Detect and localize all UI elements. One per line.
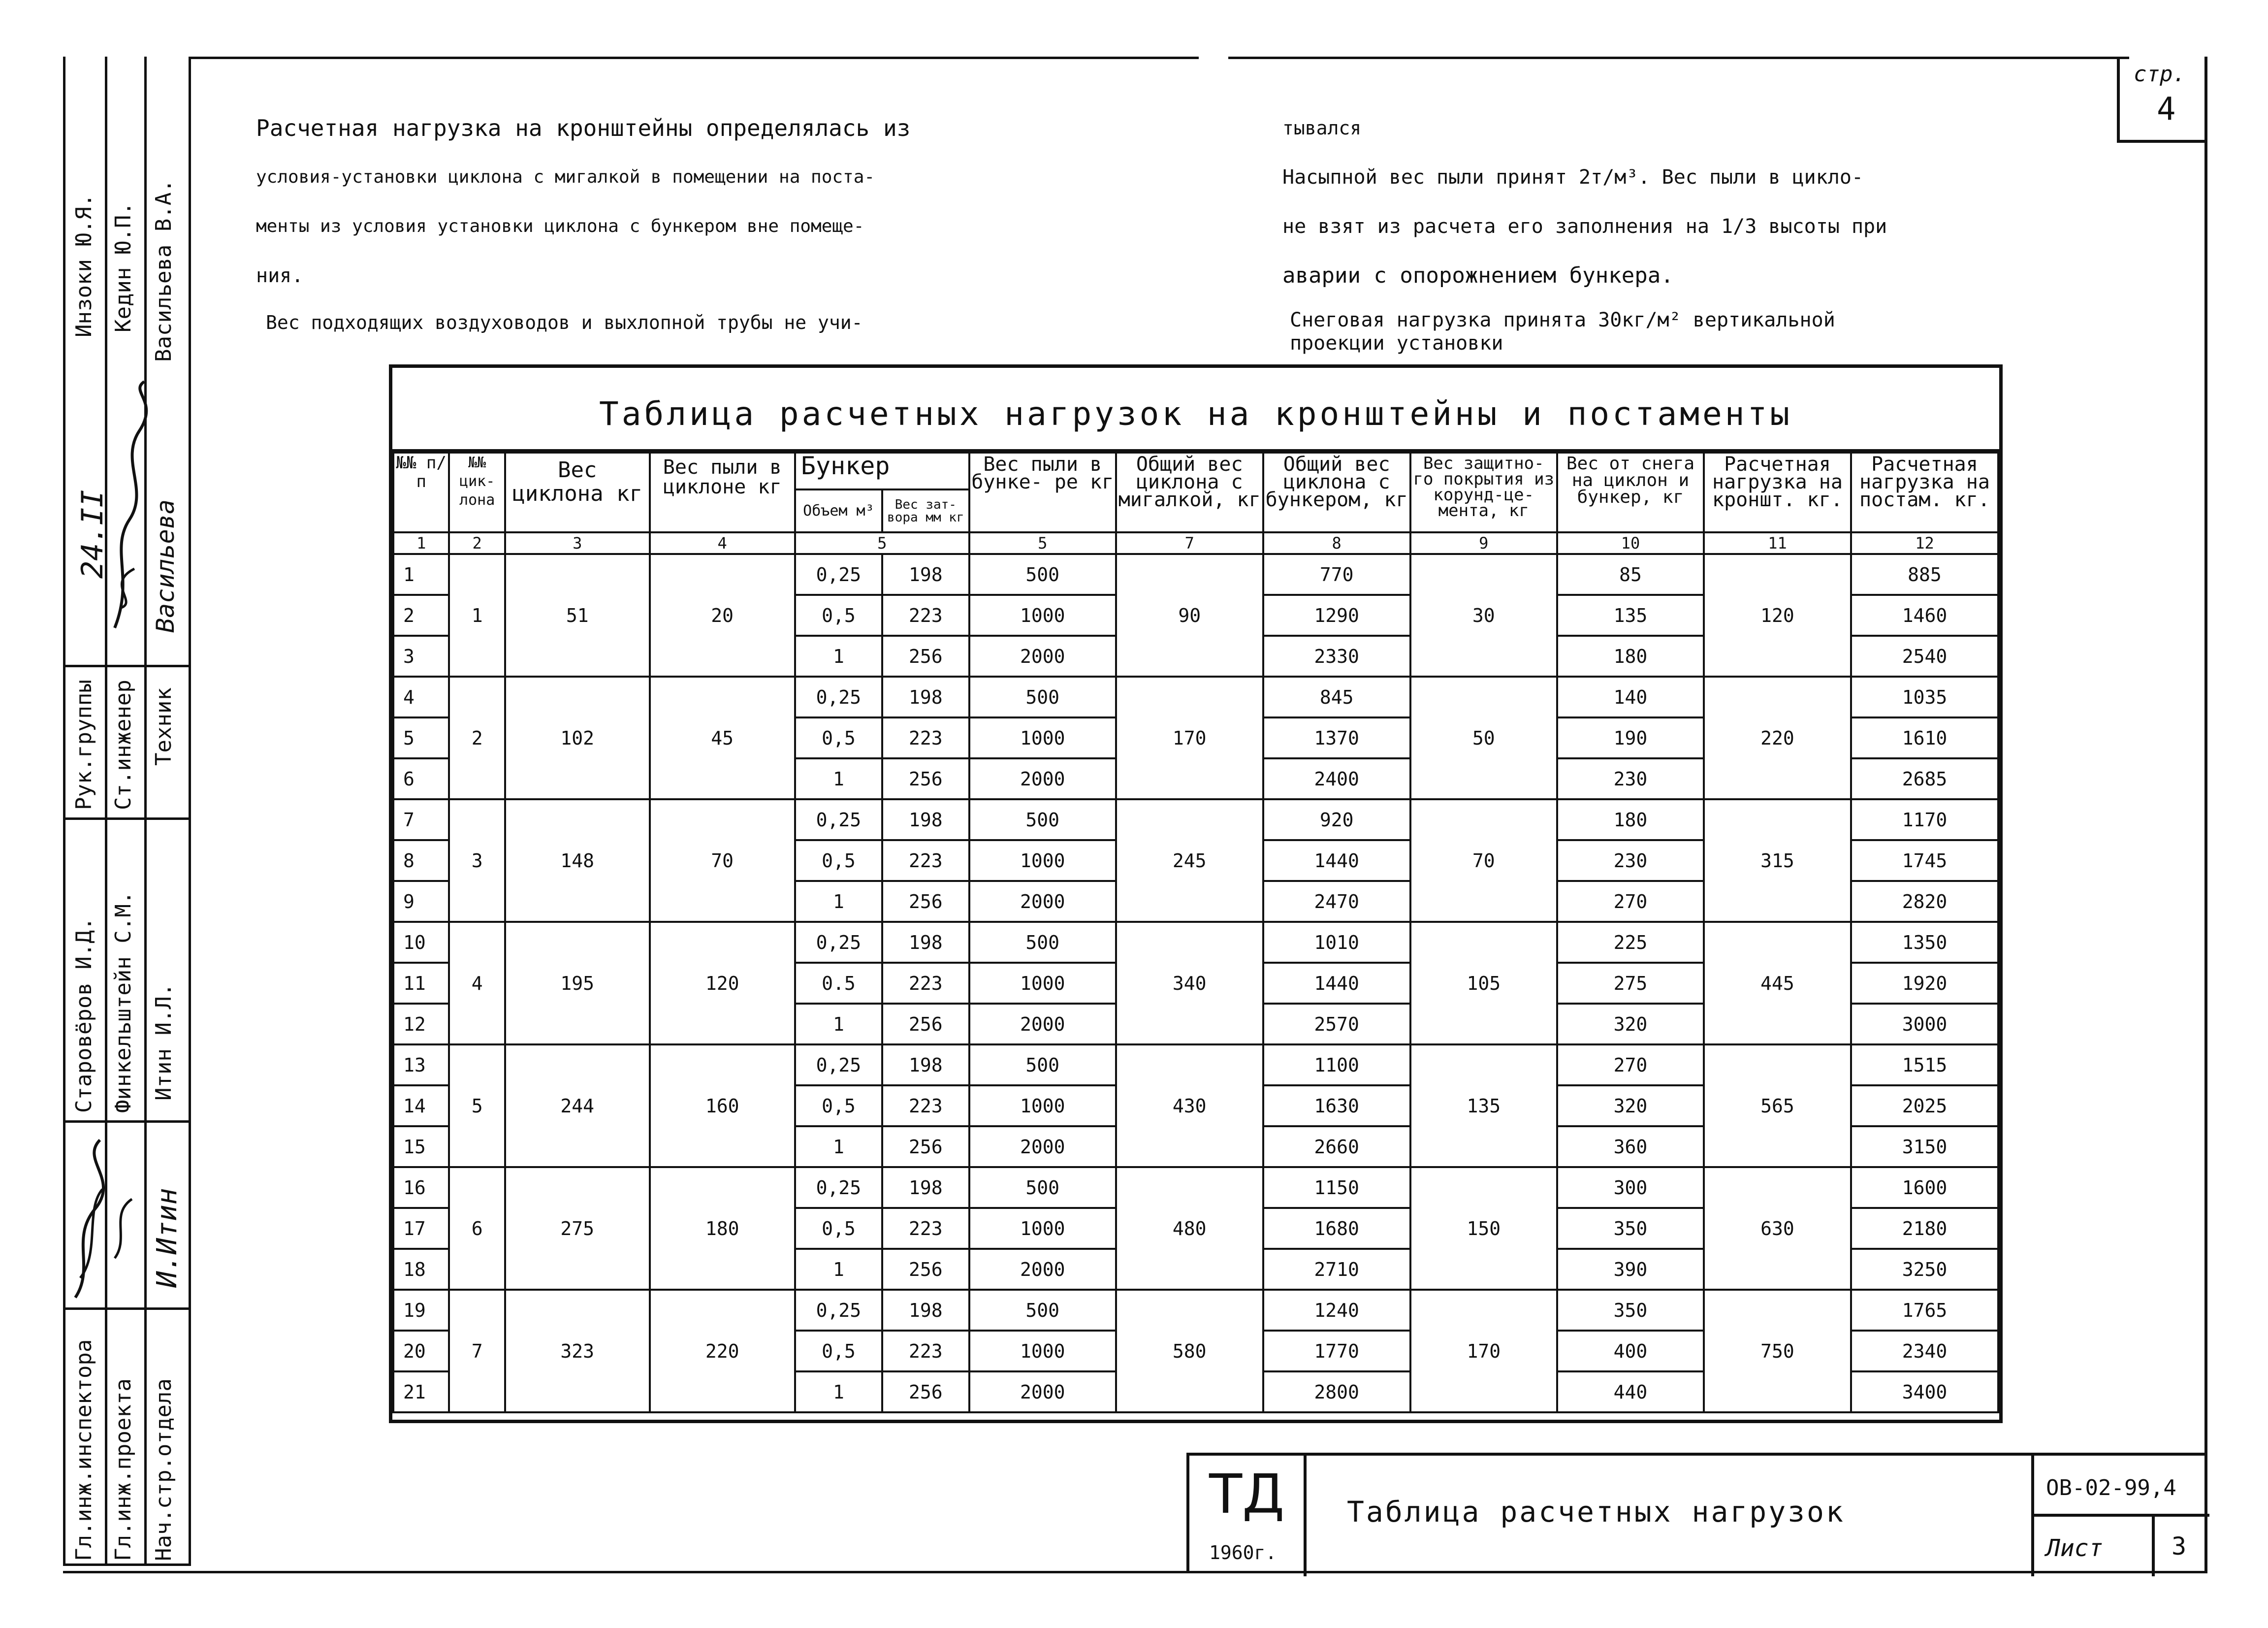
stamp-name-2b: Кедин Ю.П. — [111, 202, 136, 332]
table-cell-group: 120 — [1704, 554, 1851, 677]
column-number: 1 — [393, 532, 449, 554]
table-cell: 2180 — [1851, 1208, 1998, 1249]
table-cell: 1 — [795, 1004, 882, 1044]
column-number: 11 — [1704, 532, 1851, 554]
table-cell: 320 — [1557, 1004, 1704, 1044]
table-cell-group: 2 — [449, 677, 505, 799]
table-cell-group: 20 — [650, 554, 795, 677]
title-block-title: Таблица расчетных нагрузок — [1347, 1495, 1845, 1529]
stamp-role-3: Нач.стр.отдела — [151, 1378, 176, 1561]
table-cell: 1240 — [1263, 1290, 1410, 1331]
table-cell-group: 340 — [1116, 922, 1263, 1044]
table-cell: 1000 — [969, 717, 1116, 758]
table-cell-group: 150 — [1410, 1167, 1557, 1290]
column-number: 3 — [505, 532, 650, 554]
note-right-1: тывался — [1282, 117, 1362, 139]
table-cell: 0.5 — [795, 963, 882, 1004]
table-cell: 400 — [1557, 1331, 1704, 1371]
table-cell: 223 — [882, 840, 969, 881]
table-cell: 85 — [1557, 554, 1704, 595]
th-cyclone-no: №№ цик- лона — [449, 453, 505, 532]
table-cell: 500 — [969, 799, 1116, 840]
table-cell-group: 135 — [1410, 1044, 1557, 1167]
table-cell-group: 1 — [449, 554, 505, 677]
table-cell: 2820 — [1851, 881, 1998, 922]
table-cell: 230 — [1557, 840, 1704, 881]
table-cell: 0,5 — [795, 717, 882, 758]
table-cell: 2330 — [1263, 636, 1410, 677]
table-cell: 18 — [393, 1249, 449, 1290]
page-corner-label: стр. — [2134, 62, 2186, 87]
table-cell: 270 — [1557, 1044, 1704, 1085]
table-cell: 16 — [393, 1167, 449, 1208]
table-cell-group: 245 — [1116, 799, 1263, 922]
table-row — [393, 922, 1998, 963]
table-cell: 0,25 — [795, 799, 882, 840]
title-block-div-3 — [2031, 1514, 2209, 1517]
table-cell-group: 160 — [650, 1044, 795, 1167]
table-cell: 198 — [882, 799, 969, 840]
table-cell-group: 105 — [1410, 922, 1557, 1044]
note-right-2: Насыпной вес пыли принят 2т/м³. Вес пыли в цикло- — [1282, 166, 1864, 189]
column-number: 7 — [1116, 532, 1263, 554]
table-cell: 2000 — [969, 636, 1116, 677]
table-cell-group: 7 — [449, 1290, 505, 1412]
note-right-6: проекции установки — [1290, 332, 1503, 355]
table-cell: 13 — [393, 1044, 449, 1085]
table-cell: 500 — [969, 1044, 1116, 1085]
table-cell: 1170 — [1851, 799, 1998, 840]
column-number: 4 — [650, 532, 795, 554]
table-cell: 1680 — [1263, 1208, 1410, 1249]
table-row — [393, 554, 1998, 595]
table-row — [393, 1290, 1998, 1331]
table-cell: 1765 — [1851, 1290, 1998, 1331]
table-cell-group: 180 — [650, 1167, 795, 1290]
table-row — [393, 799, 1998, 840]
table-cell: 500 — [969, 922, 1116, 963]
signature-scribble-2 — [65, 1130, 189, 1307]
stamp-name-2a: Финкельштейн С.М. — [111, 891, 136, 1113]
stamp-name-1a: Старовёров И.Д. — [71, 917, 96, 1113]
table-cell: 845 — [1263, 677, 1410, 717]
th-cyclone-weight: Вес циклона кг — [505, 453, 650, 532]
table-cell-group: 148 — [505, 799, 650, 922]
table-cell: 1920 — [1851, 963, 1998, 1004]
stamp-name-3a: Итин И.Л. — [151, 983, 176, 1101]
table-cell: 2400 — [1263, 758, 1410, 799]
th-hopper: Бункер — [795, 453, 969, 489]
table-cell-group: 45 — [650, 677, 795, 799]
table-cell: 223 — [882, 717, 969, 758]
table-cell: 198 — [882, 677, 969, 717]
table-cell-group: 51 — [505, 554, 650, 677]
approval-stamp — [63, 57, 191, 1566]
note-right-5: Снеговая нагрузка принята 30кг/м² вертикальной — [1290, 309, 1835, 331]
table-cell: 390 — [1557, 1249, 1704, 1290]
table-cell: 198 — [882, 922, 969, 963]
table-cell: 0,5 — [795, 1085, 882, 1126]
table-cell: 1150 — [1263, 1167, 1410, 1208]
table-cell: 6 — [393, 758, 449, 799]
table-cell: 2540 — [1851, 636, 1998, 677]
loads-table — [389, 364, 2003, 1423]
table-cell-group: 630 — [1704, 1167, 1851, 1290]
sheet-number: 3 — [2172, 1532, 2187, 1561]
stamp-role-1b: Рук.группы — [71, 680, 96, 810]
table-cell: 15 — [393, 1126, 449, 1167]
table-cell: 1770 — [1263, 1331, 1410, 1371]
table-cell: 1035 — [1851, 677, 1998, 717]
table-cell: 3000 — [1851, 1004, 1998, 1044]
table-cell: 1290 — [1263, 595, 1410, 636]
table-cell: 1610 — [1851, 717, 1998, 758]
table-cell: 20 — [393, 1331, 449, 1371]
table-cell: 1000 — [969, 963, 1116, 1004]
table-cell: 1 — [795, 758, 882, 799]
th-pedestal-load: Расчетная нагрузка на постам. кг. — [1851, 453, 1998, 532]
title-block-div-4 — [2152, 1514, 2155, 1576]
table-cell: 223 — [882, 963, 969, 1004]
th-snow-weight: Вес от снега на циклон и бункер, кг — [1557, 453, 1704, 532]
signature-1-text: 24.II — [75, 489, 110, 579]
table-cell: 270 — [1557, 881, 1704, 922]
table-row — [393, 1167, 1998, 1208]
table-cell: 1 — [795, 1249, 882, 1290]
table-cell: 1370 — [1263, 717, 1410, 758]
title-block — [1186, 1453, 2206, 1573]
table-cell: 275 — [1557, 963, 1704, 1004]
note-left-2: условия-установки циклона с мигалкой в помещении на поста- — [256, 167, 875, 187]
table-cell: 350 — [1557, 1208, 1704, 1249]
table-cell: 180 — [1557, 636, 1704, 677]
table-cell-group: 244 — [505, 1044, 650, 1167]
stamp-role-2: Гл.инж.проекта — [111, 1378, 136, 1561]
table-cell-group: 275 — [505, 1167, 650, 1290]
table-cell: 225 — [1557, 922, 1704, 963]
column-number: 8 — [1263, 532, 1410, 554]
signature-scribble-1 — [65, 372, 189, 648]
title-code: ОВ-02-99,4 — [2046, 1475, 2176, 1500]
table-cell: 0,25 — [795, 677, 882, 717]
stamp-role-2b: Ст.инженер — [111, 680, 136, 810]
table-cell-group: 480 — [1116, 1167, 1263, 1290]
table-cell: 2470 — [1263, 881, 1410, 922]
loads-table-grid — [392, 452, 1999, 1413]
table-cell: 885 — [1851, 554, 1998, 595]
table-cell: 360 — [1557, 1126, 1704, 1167]
page-corner-number: 4 — [2157, 91, 2176, 128]
table-cell: 770 — [1263, 554, 1410, 595]
table-cell: 198 — [882, 1290, 969, 1331]
th-coating-weight: Вес защитно- го покрытия из корунд-це- мента, кг — [1410, 453, 1557, 532]
table-cell: 10 — [393, 922, 449, 963]
table-cell: 1440 — [1263, 963, 1410, 1004]
table-cell: 135 — [1557, 595, 1704, 636]
table-cell: 256 — [882, 758, 969, 799]
table-cell-group: 30 — [1410, 554, 1557, 677]
signature-3-text: Васильева — [151, 499, 180, 633]
table-cell: 1000 — [969, 1331, 1116, 1371]
table-cell: 1 — [795, 636, 882, 677]
table-cell: 500 — [969, 554, 1116, 595]
table-cell: 1630 — [1263, 1085, 1410, 1126]
note-right-3: не взят из расчета его заполнения на 1/3 высоты при — [1282, 215, 1887, 238]
table-cell: 256 — [882, 1126, 969, 1167]
table-row — [393, 677, 1998, 717]
table-cell: 256 — [882, 1371, 969, 1412]
sheet-label: Лист — [2046, 1534, 2103, 1562]
table-cell: 1745 — [1851, 840, 1998, 881]
table-cell-group: 70 — [1410, 799, 1557, 922]
table-cell: 198 — [882, 554, 969, 595]
table-cell-group: 6 — [449, 1167, 505, 1290]
stamp-role-1: Гл.инж.инспектора — [71, 1339, 96, 1561]
td-logo: ТД — [1209, 1463, 1285, 1526]
table-cell: 1515 — [1851, 1044, 1998, 1085]
table-cell: 1000 — [969, 595, 1116, 636]
table-cell: 2340 — [1851, 1331, 1998, 1371]
table-cell: 21 — [393, 1371, 449, 1412]
table-cell: 198 — [882, 1167, 969, 1208]
table-cell: 1000 — [969, 1208, 1116, 1249]
table-cell: 1010 — [1263, 922, 1410, 963]
table-cell: 0,5 — [795, 1208, 882, 1249]
table-cell: 500 — [969, 677, 1116, 717]
table-cell: 0,25 — [795, 1290, 882, 1331]
th-total-with-gate: Общий вес циклона с мигалкой, кг — [1116, 453, 1263, 532]
table-cell-group: 120 — [650, 922, 795, 1044]
table-cell: 223 — [882, 1331, 969, 1371]
table-cell-group: 195 — [505, 922, 650, 1044]
table-cell: 2 — [393, 595, 449, 636]
table-cell: 1440 — [1263, 840, 1410, 881]
table-cell: 223 — [882, 1208, 969, 1249]
table-cell: 180 — [1557, 799, 1704, 840]
right-frame — [2204, 57, 2207, 1573]
table-cell: 223 — [882, 1085, 969, 1126]
table-cell-group: 5 — [449, 1044, 505, 1167]
table-cell: 0,25 — [795, 922, 882, 963]
table-cell: 920 — [1263, 799, 1410, 840]
column-number: 9 — [1410, 532, 1557, 554]
table-cell: 223 — [882, 595, 969, 636]
th-total-with-hopper: Общий вес циклона с бункером, кг — [1263, 453, 1410, 532]
table-cell: 14 — [393, 1085, 449, 1126]
table-cell: 2685 — [1851, 758, 1998, 799]
table-cell: 230 — [1557, 758, 1704, 799]
table-cell: 2000 — [969, 1126, 1116, 1167]
table-cell: 300 — [1557, 1167, 1704, 1208]
table-cell: 350 — [1557, 1290, 1704, 1331]
table-cell-group: 170 — [1410, 1290, 1557, 1412]
title-block-div-1 — [1304, 1456, 1307, 1576]
table-cell-group: 565 — [1704, 1044, 1851, 1167]
table-cell-group: 90 — [1116, 554, 1263, 677]
table-cell-group: 102 — [505, 677, 650, 799]
table-cell-group: 70 — [650, 799, 795, 922]
column-number: 12 — [1851, 532, 1998, 554]
th-gate-weight: Вес зат- вора мм кг — [882, 489, 969, 532]
table-cell: 2000 — [969, 1004, 1116, 1044]
table-cell: 11 — [393, 963, 449, 1004]
table-cell: 140 — [1557, 677, 1704, 717]
table-cell: 190 — [1557, 717, 1704, 758]
table-cell: 256 — [882, 1004, 969, 1044]
note-left-1: Расчетная нагрузка на кронштейны определялась из — [256, 115, 911, 141]
table-cell: 1 — [795, 881, 882, 922]
table-cell: 2660 — [1263, 1126, 1410, 1167]
table-cell: 1350 — [1851, 922, 1998, 963]
table-cell: 2000 — [969, 758, 1116, 799]
table-cell: 1600 — [1851, 1167, 1998, 1208]
table-cell: 3 — [393, 636, 449, 677]
table-cell: 19 — [393, 1290, 449, 1331]
table-cell-group: 50 — [1410, 677, 1557, 799]
table-cell: 7 — [393, 799, 449, 840]
table-cell: 500 — [969, 1290, 1116, 1331]
table-cell-group: 220 — [650, 1290, 795, 1412]
table-cell: 0,25 — [795, 1044, 882, 1085]
th-bracket-load: Расчетная нагрузка на кроншт. кг. — [1704, 453, 1851, 532]
note-left-4: ния. — [256, 264, 304, 287]
table-cell: 256 — [882, 881, 969, 922]
table-cell: 3400 — [1851, 1371, 1998, 1412]
table-cell-group: 4 — [449, 922, 505, 1044]
table-cell: 8 — [393, 840, 449, 881]
column-number: 5 — [969, 532, 1116, 554]
table-cell: 256 — [882, 636, 969, 677]
note-left-3: менты из условия установки циклона с бункером вне помеще- — [256, 216, 864, 236]
note-right-4: аварии с опорожнением бункера. — [1282, 263, 1674, 288]
table-cell: 2025 — [1851, 1085, 1998, 1126]
table-cell: 2000 — [969, 881, 1116, 922]
table-cell: 12 — [393, 1004, 449, 1044]
table-cell: 3250 — [1851, 1249, 1998, 1290]
column-number: 10 — [1557, 532, 1704, 554]
table-cell: 0,25 — [795, 1167, 882, 1208]
signature-2-text: И.Итин — [151, 1188, 183, 1288]
table-cell: 3150 — [1851, 1126, 1998, 1167]
th-npp: №№ п/п — [393, 453, 449, 532]
th-dust-in-hopper: Вес пыли в бунке- ре кг — [969, 453, 1116, 532]
title-year: 1960г. — [1209, 1542, 1277, 1563]
stamp-role-3b: Техник — [151, 687, 176, 766]
table-cell: 2000 — [969, 1249, 1116, 1290]
table-cell: 2710 — [1263, 1249, 1410, 1290]
table-cell: 1460 — [1851, 595, 1998, 636]
table-cell: 198 — [882, 1044, 969, 1085]
table-title: Таблица расчетных нагрузок на кронштейны и постаменты — [599, 395, 1792, 433]
table-cell: 500 — [969, 1167, 1116, 1208]
th-hopper-volume: Объем м³ — [795, 489, 882, 532]
table-row — [393, 1044, 1998, 1085]
stamp-name-3b: Васильева В.А. — [151, 179, 176, 362]
table-cell: 1000 — [969, 1085, 1116, 1126]
table-cell: 2570 — [1263, 1004, 1410, 1044]
table-cell-group: 220 — [1704, 677, 1851, 799]
table-cell: 1 — [393, 554, 449, 595]
note-left-5: Вес подходящих воздуховодов и выхлопной трубы не учи- — [266, 312, 863, 333]
table-cell: 0,5 — [795, 1331, 882, 1371]
table-cell-group: 315 — [1704, 799, 1851, 922]
table-cell: 1100 — [1263, 1044, 1410, 1085]
table-cell: 9 — [393, 881, 449, 922]
table-cell: 17 — [393, 1208, 449, 1249]
table-cell: 1000 — [969, 840, 1116, 881]
table-cell-group: 430 — [1116, 1044, 1263, 1167]
table-cell: 0,5 — [795, 595, 882, 636]
page-corner-box — [2117, 57, 2204, 143]
table-cell: 320 — [1557, 1085, 1704, 1126]
table-cell: 256 — [882, 1249, 969, 1290]
table-cell: 0,25 — [795, 554, 882, 595]
table-cell-group: 445 — [1704, 922, 1851, 1044]
top-rule-left — [190, 57, 1199, 59]
table-cell: 2000 — [969, 1371, 1116, 1412]
table-cell-group: 750 — [1704, 1290, 1851, 1412]
table-cell-group: 170 — [1116, 677, 1263, 799]
table-cell-group: 323 — [505, 1290, 650, 1412]
th-dust-in-cyclone: Вес пыли в циклоне кг — [650, 453, 795, 532]
top-rule-right — [1228, 57, 2129, 59]
table-cell: 2800 — [1263, 1371, 1410, 1412]
stamp-name-1b: Инзоки Ю.Я. — [71, 194, 96, 337]
table-cell-group: 580 — [1116, 1290, 1263, 1412]
table-cell: 1 — [795, 1126, 882, 1167]
table-cell: 0,5 — [795, 840, 882, 881]
table-cell-group: 3 — [449, 799, 505, 922]
table-cell: 4 — [393, 677, 449, 717]
table-cell: 440 — [1557, 1371, 1704, 1412]
column-number: 2 — [449, 532, 505, 554]
column-number: 5 — [795, 532, 969, 554]
table-cell: 1 — [795, 1371, 882, 1412]
table-cell: 5 — [393, 717, 449, 758]
